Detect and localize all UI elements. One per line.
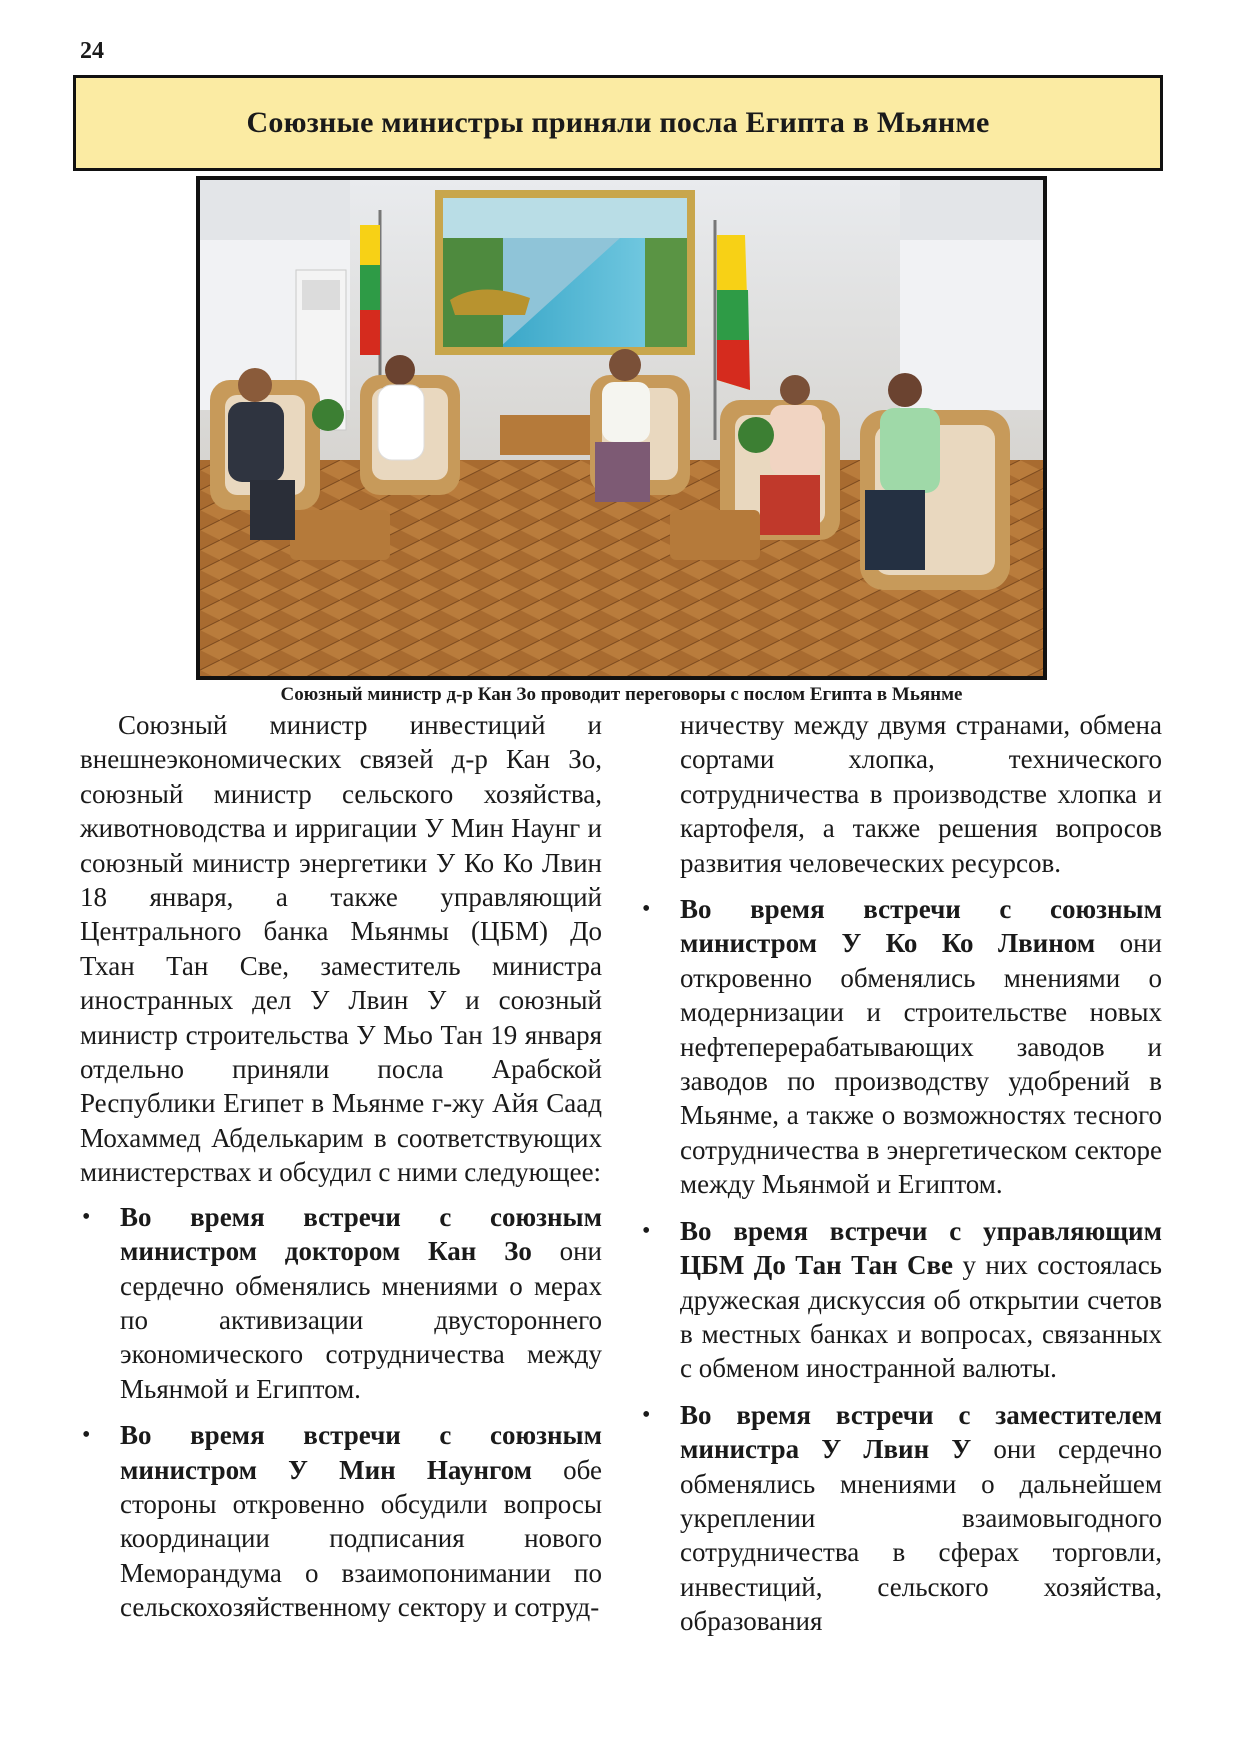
list-item-continuation: ничеству между двумя странами, обмена сортами хлопка, технического сотрудничества в производстве хлопка и картофеля, а также решения вопросов развития человеческих ресурсов.: [680, 710, 1162, 878]
page-number: 24: [80, 38, 104, 64]
list-item-text: они откровенно обменялись мнениями о модернизации и строительстве новых нефтеперерабатывающих заводов и заводов по производству удобрений в Мьянме, а также о возможностях тесного сотрудничества в энергетическом секторе между Мьянмой и Египтом.: [680, 928, 1162, 1200]
list-item-heading: Во время встречи с заместителем министра У Лвин У: [680, 1399, 1162, 1465]
list-item-heading: Во время встречи с союзным министром доктором Кан Зо: [120, 1201, 602, 1267]
bullet-icon: •: [82, 1422, 91, 1449]
list-item: [80, 1418, 602, 1624]
list-item-heading: Во время встречи с союзным министром У Мин Наунгом: [120, 1420, 602, 1485]
bullet-icon: •: [82, 1203, 91, 1230]
list-item-text: они сердечно обменялись мнениями о дальнейшем укреплении взаимовыгодного сотрудничества в сферах торговли, инвестиций, сельского хозяйства, образования: [680, 1434, 1162, 1637]
article-column-left: [80, 708, 602, 1637]
list-item: [80, 1200, 602, 1406]
photo-caption: Союзный министр д-р Кан Зо проводит переговоры с послом Египта в Мьянме: [280, 684, 963, 705]
list-item-text: обе стороны откровенно обсудили вопросы координации подписания нового Меморандума о взаимопонимании по сельскохозяйственному сектору и сотруд-: [120, 1454, 602, 1623]
meeting-photo: [196, 176, 1047, 680]
article-title: Союзные министры приняли посла Египта в Мьянме: [246, 106, 990, 139]
article-intro: Союзный министр инвестиций и внешнеэкономических связей д-р Кан Зо, союзный министр сельского хозяйства, животноводства и ирригации У Мин Наунг и союзный министр энергетики У Ко Ко Лвин 18 января, а также управляющий Центрального банка Мьянмы (ЦБМ) До Тхан Тан Све, заместитель министра иностранных дел У Лвин У и союзный министр строительства У Мьо Тан 19 января отдельно приняли посла Арабской Республики Египет в Мьянме г-жу Айя Саад Мохаммед Абделькарим в соответствующих министерствах и обсудил с ними следующее:: [80, 710, 602, 1188]
list-item-text: у них состоялась дружеская дискуссия об открытии счетов в местных банках и вопросах, связанных с обменом иностранной валюты.: [680, 1250, 1162, 1384]
bullet-icon: •: [642, 896, 651, 923]
list-item: [640, 892, 1162, 1202]
bullet-icon: •: [642, 1401, 651, 1428]
bullet-icon: •: [642, 1217, 651, 1244]
list-item-heading: Во время встречи с союзным министром У Ко Ко Лвином: [680, 894, 1162, 959]
list-item-heading: Во время встречи с управляющим ЦБМ До Тан Тан Све: [680, 1215, 1162, 1281]
list-item-text: они сердечно обменялись мнениями о мерах по активизации двустороннего экономического сотрудничества между Мьянмой и Египтом.: [120, 1236, 602, 1404]
bullet-list-right: [640, 892, 1162, 1639]
bullet-list-left: [80, 1200, 602, 1625]
article-column-right: [640, 708, 1162, 1651]
list-item: [640, 1214, 1162, 1386]
list-item: [640, 1398, 1162, 1639]
title-box: [73, 75, 1163, 171]
meeting-photo-illustration: [200, 180, 1043, 676]
